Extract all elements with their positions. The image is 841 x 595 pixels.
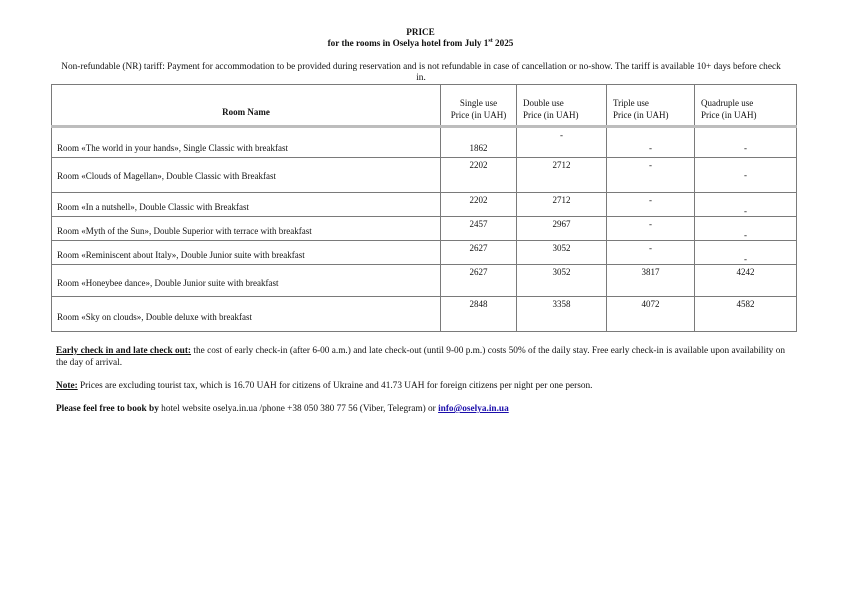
price-quadruple: - xyxy=(695,217,797,241)
table-row xyxy=(52,265,797,297)
price-quadruple: - xyxy=(695,158,797,193)
header-double-line1: Double use xyxy=(523,98,564,108)
price-single: 2627 xyxy=(441,265,517,297)
header-double-line2: Price (in UAH) xyxy=(523,110,579,120)
price-quadruple: 4582 xyxy=(695,297,797,332)
page-subtitle xyxy=(0,38,841,49)
price-double: 3052 xyxy=(517,265,607,297)
price-quadruple: 4242 xyxy=(695,265,797,297)
price-table xyxy=(51,84,797,332)
room-name: Room «The world in your hands», Single Classic with breakfast xyxy=(52,127,441,158)
room-name: Room «Clouds of Magellan», Double Classic with Breakfast xyxy=(52,158,441,193)
early-checkin-label: Early check in and late check out: xyxy=(56,346,192,356)
price-triple: - xyxy=(607,241,695,265)
room-name: Room «Reminiscent about Italy», Double Junior suite with breakfast xyxy=(52,241,441,265)
table-header-row xyxy=(52,85,797,127)
price-single: 2202 xyxy=(441,158,517,193)
price-quadruple: - xyxy=(695,241,797,265)
room-name: Room «Honeybee dance», Double Junior suite with breakfast xyxy=(52,265,441,297)
price-triple: 4072 xyxy=(607,297,695,332)
price-triple: 3817 xyxy=(607,265,695,297)
table-row xyxy=(52,217,797,241)
header-room-name: Room Name xyxy=(52,85,441,127)
page-title: PRICE xyxy=(406,27,435,37)
tourist-tax-note xyxy=(56,381,785,393)
subtitle-text: for the rooms in Oselya hotel from July 1 xyxy=(327,38,489,48)
booking-note xyxy=(56,404,785,416)
price-single: 2202 xyxy=(441,193,517,217)
price-single: 2848 xyxy=(441,297,517,332)
price-quadruple: - xyxy=(695,127,797,158)
price-double: 3358 xyxy=(517,297,607,332)
header-single-line2: Price (in UAH) xyxy=(450,110,507,120)
header-quadruple-line2: Price (in UAH) xyxy=(701,110,757,120)
table-row xyxy=(52,297,797,332)
table-row xyxy=(52,193,797,217)
price-triple: - xyxy=(607,217,695,241)
price-double: - xyxy=(517,127,607,158)
early-checkin-note xyxy=(56,346,785,369)
price-double: 2712 xyxy=(517,193,607,217)
booking-text: hotel website oselya.in.ua /phone +38 050 380 77 56 (Viber, Telegram) or xyxy=(158,404,439,414)
header-triple xyxy=(607,85,695,127)
tariff-note: Non-refundable (NR) tariff: Payment for accommodation to be provided during reservation and is not refundable in case of cancellation or no-show. The tariff is available 10+ days before check in. xyxy=(61,62,781,83)
table-row xyxy=(52,241,797,265)
price-triple: - xyxy=(607,127,695,158)
header-double xyxy=(517,85,607,127)
header-single xyxy=(441,85,517,127)
room-name: Room «In a nutshell», Double Classic with Breakfast xyxy=(52,193,441,217)
email-link[interactable]: info@oselya.in.ua xyxy=(438,404,509,414)
booking-label: Please feel free to book by xyxy=(56,404,159,414)
table-row xyxy=(52,127,797,158)
table-row xyxy=(52,158,797,193)
price-double: 2967 xyxy=(517,217,607,241)
header-triple-line1: Triple use xyxy=(613,98,649,108)
header-quadruple-line1: Quadruple use xyxy=(701,98,754,108)
price-double: 2712 xyxy=(517,158,607,193)
note-text: Prices are excluding tourist tax, which is 16.70 UAH for citizens of Ukraine and 41.73 UAH for foreign citizens per night per one person. xyxy=(77,381,593,391)
room-name: Room «Myth of the Sun», Double Superior with terrace with breakfast xyxy=(52,217,441,241)
price-single: 2457 xyxy=(441,217,517,241)
price-triple: - xyxy=(607,158,695,193)
note-label: Note: xyxy=(56,381,78,391)
room-name: Room «Sky on clouds», Double deluxe with breakfast xyxy=(52,297,441,332)
header-triple-line2: Price (in UAH) xyxy=(613,110,669,120)
price-single: 1862 xyxy=(441,127,517,158)
price-single: 2627 xyxy=(441,241,517,265)
subtitle-superscript: st xyxy=(488,37,493,44)
header-single-line1: Single use xyxy=(459,98,498,108)
price-quadruple: - xyxy=(695,193,797,217)
price-triple: - xyxy=(607,193,695,217)
header-quadruple xyxy=(695,85,797,127)
subtitle-year: 2025 xyxy=(492,38,514,48)
early-checkin-text: the cost of early check-in (after 6-00 a.m.) and late check-out (until 9-00 p.m.) costs 50% of the daily stay. Free early check-in is available upon availability on the day of arrival. xyxy=(56,346,785,368)
price-double: 3052 xyxy=(517,241,607,265)
